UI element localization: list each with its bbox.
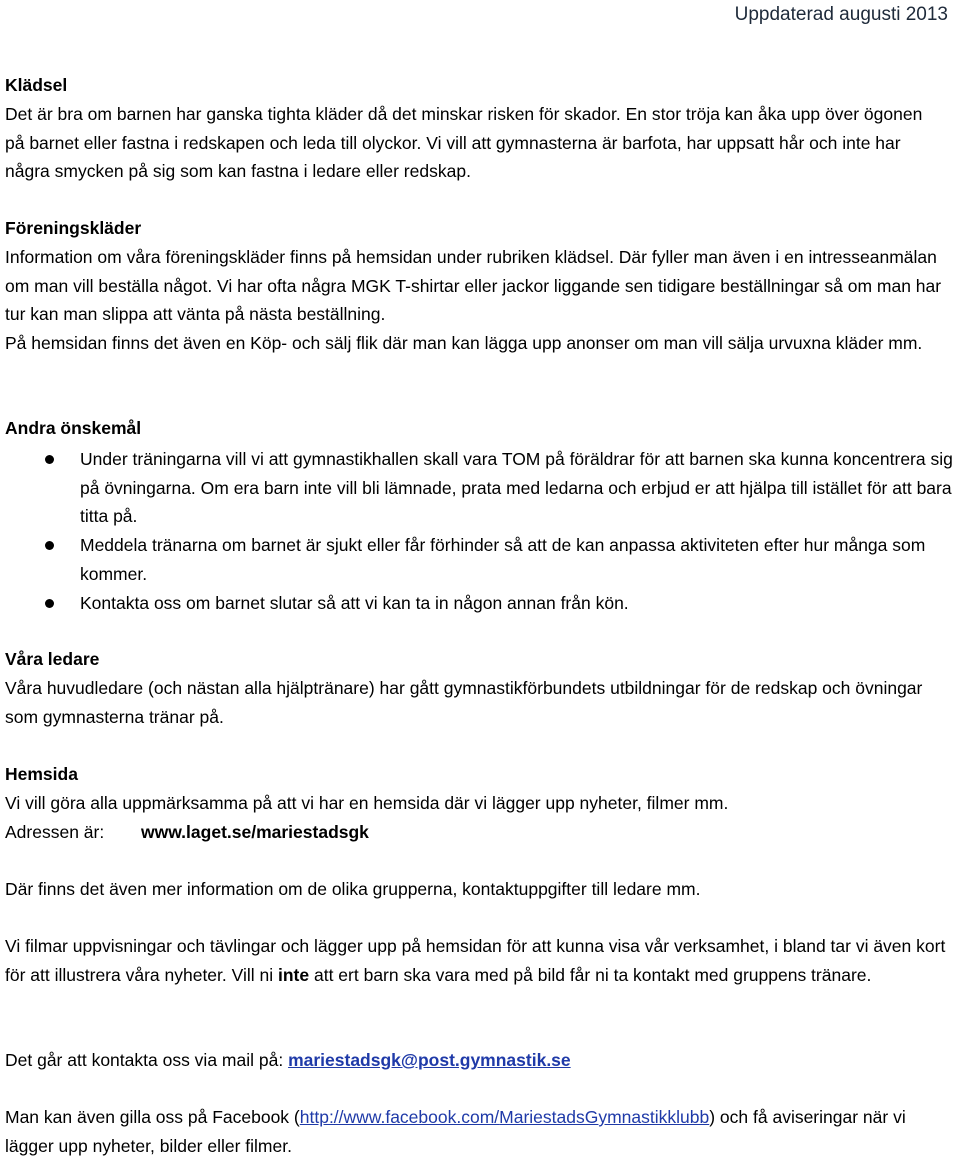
facebook-link[interactable] [300, 1107, 709, 1127]
foreningsklader-text-1: Information om våra föreningskläder finns på hemsidan under rubriken klädsel. Där fyller man även i en intresseanmälan om man vill beställa något. Vi har ofta några MGK T-shirtar eller jackor liggande sen tidigare beställningar så om man har tur kan man slippa att vänta på nästa beställning. [5, 246, 942, 325]
foreningsklader-text-2: På hemsidan finns det även en Köp- och sälj flik där man kan lägga upp anonser om man vill sälja urvuxna kläder mm. [5, 333, 923, 354]
email-link[interactable]: mariestadsgk@post.gymnastik.se [288, 1050, 571, 1070]
mail-label: Det går att kontakta oss via mail på: [5, 1050, 289, 1070]
heading-foreningsklader: Föreningskläder [5, 218, 142, 238]
list-item [5, 445, 955, 531]
updated-date: Uppdaterad augusti 2013 [734, 4, 948, 25]
bullet-icon [45, 541, 54, 550]
hemsida-info-text: Där finns det även mer information om de olika grupperna, kontaktuppgifter till ledare mm. [5, 879, 701, 899]
facebook-text-a: Man kan även gilla oss på Facebook ( [5, 1107, 300, 1127]
kladsel-text: Det är bra om barnen har ganska tighta kläder då det minskar risken för skador. En stor tröja kan åka upp över ögonen på barnet eller fastna i redskapen och leda till olyckor. Vi vill att gymnasterna är barfota, har uppsatt hår och inte har några smycken på sig som kan fastna i ledare eller redskap. [5, 103, 923, 182]
mail-paragraph [5, 1046, 955, 1075]
facebook-text [5, 1103, 955, 1161]
film-text-bold: inte [278, 964, 310, 985]
facebook-link-part-1: http://www.facebook.com/ [299, 1107, 500, 1127]
section-hemsida [5, 760, 955, 846]
address-row [5, 818, 955, 847]
film-paragraph [5, 932, 955, 990]
list-item [5, 531, 955, 589]
ledare-text: Våra huvudledare (och nästan alla hjälptränare) har gått gymnastikförbundets utbildningar för de redskap och övningar som gymnasterna tränar på. [5, 677, 923, 727]
bullet-icon [45, 455, 54, 464]
film-text-b: att ert barn ska vara med på bild får ni ta kontakt med gruppens tränare. [309, 964, 872, 985]
section-vara-ledare [5, 645, 955, 731]
facebook-text-b: ) och få aviseringar när vi lägger upp nyheter, bilder eller filmer. [5, 1107, 906, 1156]
film-text [5, 932, 955, 990]
list-item-text: Meddela tränarna om barnet är sjukt eller får förhinder så att de kan anpassa aktiviteten efter hur många som kommer. [80, 535, 926, 584]
facebook-link-part-2: MariestadsGymnastikklubb [499, 1107, 710, 1127]
heading-kladsel: Klädsel [5, 75, 68, 95]
section-foreningsklader [5, 214, 955, 358]
section-andra-onskemal [5, 414, 955, 618]
mail-text [5, 1046, 955, 1075]
film-text-a: Vi filmar uppvisningar och tävlingar och lägger upp på hemsidan för att kunna visa vår verksamhet, i bland tar vi även kort för att illustrera våra nyheter. Vill ni [5, 936, 946, 985]
hemsida-info [5, 875, 955, 904]
bullet-icon [45, 599, 54, 608]
onskemal-list [5, 445, 955, 618]
section-kladsel [5, 71, 955, 186]
hemsida-text: Vi vill göra alla uppmärksamma på att vi har en hemsida där vi lägger upp nyheter, filmer mm. [5, 792, 729, 813]
heading-vara-ledare: Våra ledare [5, 649, 100, 669]
list-item-text: Kontakta oss om barnet slutar så att vi kan ta in någon annan från kön. [80, 592, 629, 613]
website-address: www.laget.se/mariestadsgk [141, 821, 369, 842]
heading-andra-onskemal: Andra önskemål [5, 418, 142, 438]
heading-hemsida: Hemsida [5, 764, 78, 784]
list-item [5, 589, 955, 618]
address-label: Adressen är: [5, 821, 105, 842]
list-item-text: Under träningarna vill vi att gymnastikhallen skall vara TOM på föräldrar för att barnen ska kunna koncentrera sig på övningarna. Om era barn inte vill bli lämnade, prata med ledarna och erbjud er att hjälpa till istället för att bara titta på. [80, 448, 953, 527]
facebook-paragraph [5, 1103, 955, 1161]
